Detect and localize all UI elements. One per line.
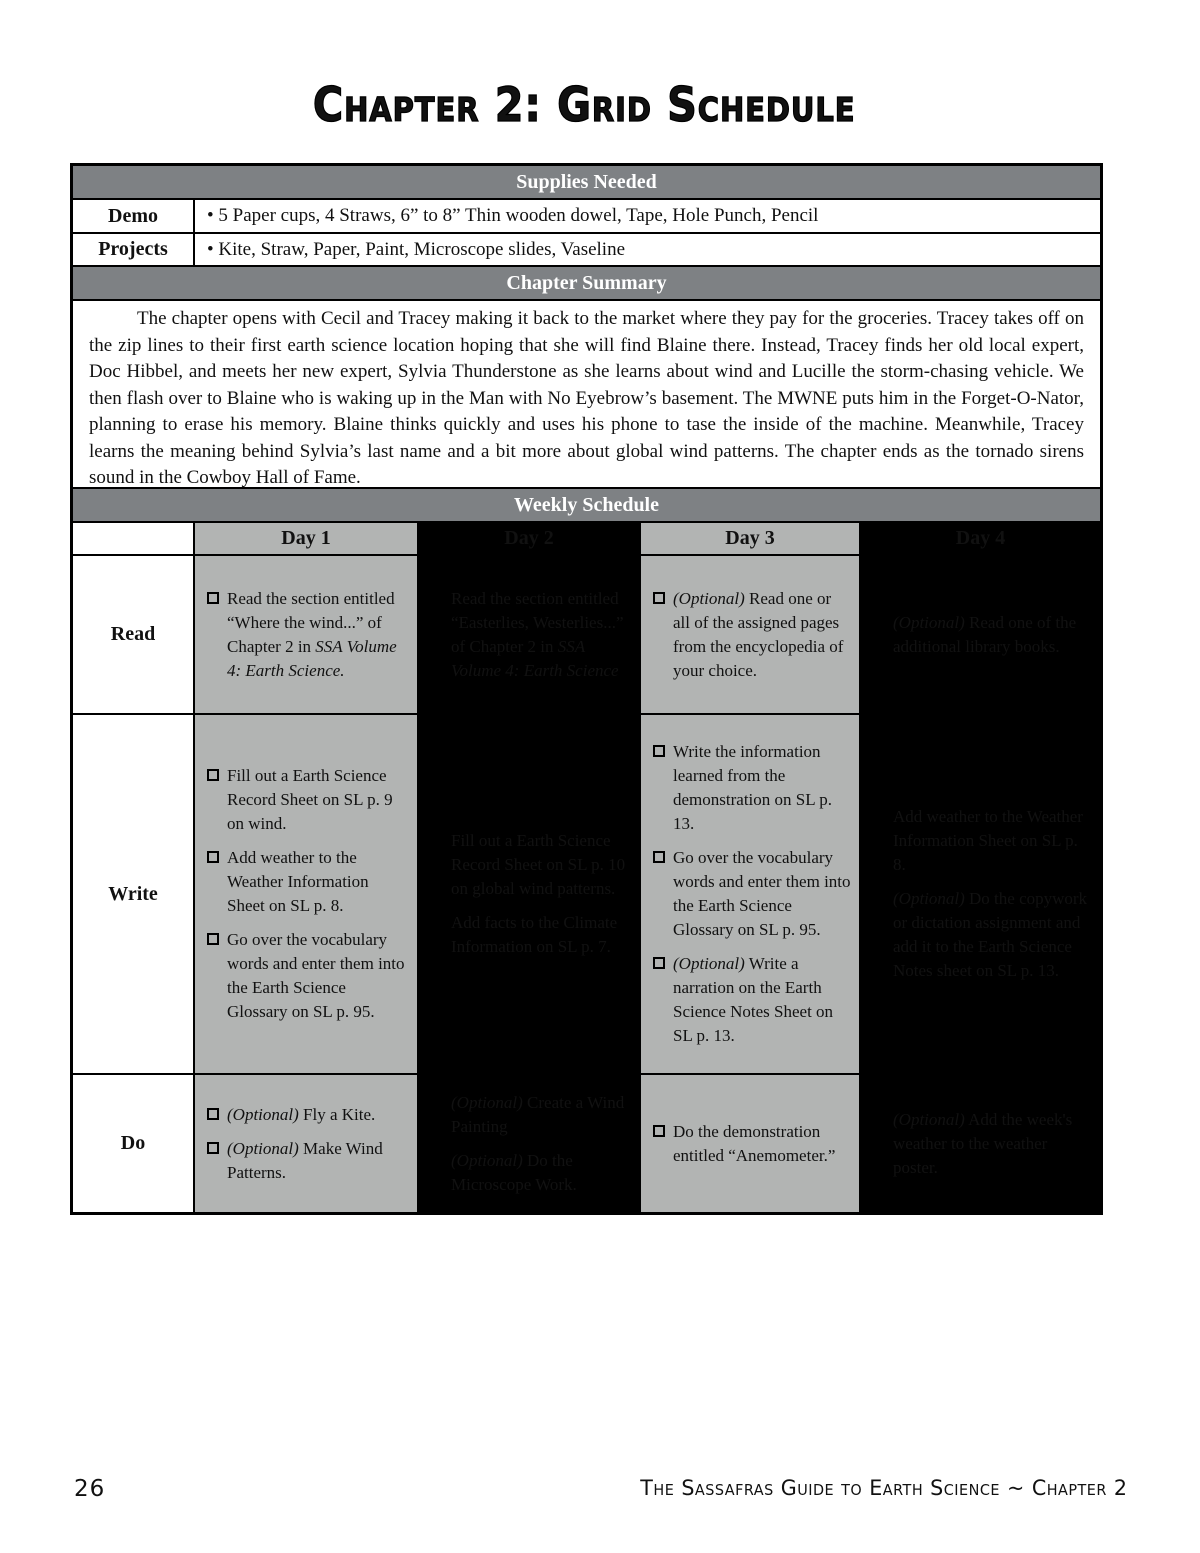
checkbox-icon bbox=[873, 1113, 885, 1125]
checkbox-icon bbox=[207, 592, 219, 604]
do-day-4-cell bbox=[861, 1075, 1100, 1212]
do-day-1-cell bbox=[195, 1075, 417, 1212]
read-day-2-cell bbox=[419, 556, 639, 713]
item-text: Fill out a Earth Science Record Sheet on SL p. 10 on global wind patterns. bbox=[451, 831, 626, 898]
checklist-item bbox=[205, 846, 409, 918]
supplies-row-items-demo: • 5 Paper cups, 4 Straws, 6” to 8” Thin wooden dowel, Tape, Hole Punch, Pencil bbox=[195, 200, 1100, 232]
supplies-row-label-demo: Demo bbox=[73, 200, 193, 232]
checklist-item bbox=[205, 1137, 409, 1185]
checklist-item bbox=[429, 911, 631, 959]
checklist-item bbox=[651, 952, 851, 1048]
write-day-2-cell bbox=[419, 715, 639, 1073]
page-footer bbox=[0, 1476, 1200, 1506]
checkbox-icon bbox=[653, 745, 665, 757]
item-text: (Optional) Create a Wind Painting bbox=[451, 1092, 625, 1136]
checkbox-icon bbox=[653, 957, 665, 969]
checklist-item bbox=[205, 928, 409, 1024]
do-day-3-cell bbox=[641, 1075, 859, 1212]
checkbox-icon bbox=[431, 1096, 443, 1108]
item-text: Write the information learned from the demonstration on SL p. 13. bbox=[673, 742, 832, 833]
write-day-1-cell bbox=[195, 715, 417, 1073]
checklist-item bbox=[205, 764, 409, 836]
read-day-4-cell bbox=[861, 556, 1100, 713]
checkbox-icon bbox=[431, 916, 443, 928]
grid-schedule-table bbox=[70, 163, 1103, 1215]
checkbox-icon bbox=[207, 851, 219, 863]
checkbox-icon bbox=[431, 1154, 443, 1166]
checklist-item bbox=[871, 805, 1092, 877]
checkbox-icon bbox=[653, 851, 665, 863]
item-text: Add weather to the Weather Information Sheet on SL p. 8. bbox=[893, 807, 1083, 874]
checklist-item bbox=[205, 587, 409, 683]
checkbox-icon bbox=[207, 769, 219, 781]
supplies-row-items-projects: • Kite, Straw, Paper, Paint, Microscope slides, Vaseline bbox=[195, 234, 1100, 265]
checklist-item bbox=[651, 846, 851, 942]
checklist-item bbox=[429, 1091, 631, 1139]
item-text: Fill out a Earth Science Record Sheet on SL p. 9 on wind. bbox=[227, 766, 393, 833]
supplies-needed-header: Supplies Needed bbox=[73, 166, 1100, 198]
item-text: Add weather to the Weather Information Sheet on SL p. 8. bbox=[227, 848, 369, 915]
checkbox-icon bbox=[873, 892, 885, 904]
item-text: (Optional) Read one of the additional library books. bbox=[893, 612, 1077, 656]
checkbox-icon bbox=[207, 933, 219, 945]
item-text: Go over the vocabulary words and enter them into the Earth Science Glossary on SL p. 95. bbox=[673, 848, 851, 939]
checkbox-icon bbox=[207, 1142, 219, 1154]
checklist-item bbox=[205, 1103, 409, 1127]
checklist-item bbox=[651, 1120, 851, 1168]
checkbox-icon bbox=[207, 1108, 219, 1120]
checklist-item bbox=[429, 1149, 631, 1197]
checkbox-icon bbox=[653, 592, 665, 604]
page-title: Chapter 2: Grid Schedule bbox=[312, 78, 856, 133]
write-day-4-cell bbox=[861, 715, 1100, 1073]
chapter-summary-text: The chapter opens with Cecil and Tracey making it back to the market where they pay for the groceries. Tracey takes off on the zip lines to their first earth science location hoping that she will find Blaine there. Instead, Tracey finds her old local expert, Doc Hibbel, and meets her new expert, Sylvia Thunderstone as she learns about wind and Lucille the storm-chasing vehicle. We then flash over to Blaine who is waking up in the Man with No Eyebrow’s basement. The MWNE puts him in the Forget-O-Nator, planning to erase his memory. Blaine thinks quickly and uses his phone to tase the inside of the machine. Meanwhile, Tracey learns the meaning behind Sylvia’s last name and a bit more about global wind patterns. The chapter ends as the tornado sirens sound in the Cowboy Hall of Fame. bbox=[73, 301, 1100, 487]
checkbox-icon bbox=[873, 616, 885, 628]
checkbox-icon bbox=[653, 1125, 665, 1137]
write-day-3-cell bbox=[641, 715, 859, 1073]
do-day-2-cell bbox=[419, 1075, 639, 1212]
checklist-item bbox=[871, 1108, 1092, 1180]
checklist-item bbox=[651, 587, 851, 683]
item-text: (Optional) Read one or all of the assigned pages from the encyclopedia of your choice. bbox=[673, 588, 844, 680]
item-text: Read the section entitled “Where the wind...” of Chapter 2 in SSA Volume 4: Earth Science. bbox=[227, 588, 397, 680]
supplies-row-label-projects: Projects bbox=[73, 234, 193, 265]
item-text: (Optional) Do the Microscope Work. bbox=[451, 1150, 577, 1194]
checklist-item bbox=[871, 887, 1092, 983]
day-3-header: Day 3 bbox=[641, 523, 859, 554]
item-text: Go over the vocabulary words and enter them into the Earth Science Glossary on SL p. 95. bbox=[227, 930, 405, 1021]
read-day-1-cell bbox=[195, 556, 417, 713]
day-1-header: Day 1 bbox=[195, 523, 417, 554]
day-4-header: Day 4 bbox=[955, 527, 1006, 549]
chapter-summary-header: Chapter Summary bbox=[73, 267, 1100, 299]
weekly-schedule-header: Weekly Schedule bbox=[73, 489, 1100, 521]
row-label-write: Write bbox=[73, 715, 193, 1073]
checklist-item bbox=[429, 829, 631, 901]
item-text: (Optional) Write a narration on the Earth Science Notes Sheet on SL p. 13. bbox=[673, 954, 834, 1045]
read-day-3-cell bbox=[641, 556, 859, 713]
row-label-do: Do bbox=[73, 1075, 193, 1212]
item-text: (Optional) Fly a Kite. bbox=[227, 1104, 376, 1124]
item-text: (Optional) Make Wind Patterns. bbox=[227, 1138, 383, 1182]
checklist-item bbox=[429, 587, 631, 683]
item-text: (Optional) Add the week's weather to the weather poster. bbox=[893, 1109, 1073, 1177]
item-text: Add facts to the Climate Information on SL p. 7. bbox=[451, 913, 618, 956]
item-text: Read the section entitled “Easterlies, Westerlies...” of Chapter 2 in SSA Volume 4: Earth Science bbox=[451, 588, 624, 680]
checkbox-icon bbox=[873, 810, 885, 822]
footer-book-title: The Sassafras Guide to Earth Science ~ Chapter 2 bbox=[640, 1476, 1128, 1501]
checkbox-icon bbox=[431, 592, 443, 604]
item-text: (Optional) Do the copywork or dictation assignment and add it to the Earth Science Notes sheet on SL p. 13. bbox=[893, 889, 1088, 980]
page-number: 26 bbox=[74, 1476, 106, 1502]
day-2-header: Day 2 bbox=[504, 527, 554, 549]
checklist-item bbox=[651, 740, 851, 836]
row-label-read: Read bbox=[73, 556, 193, 713]
item-text: Do the demonstration entitled “Anemometer.” bbox=[673, 1121, 836, 1165]
checkbox-icon bbox=[431, 834, 443, 846]
day-header-spacer bbox=[73, 523, 193, 554]
checklist-item bbox=[871, 611, 1092, 659]
